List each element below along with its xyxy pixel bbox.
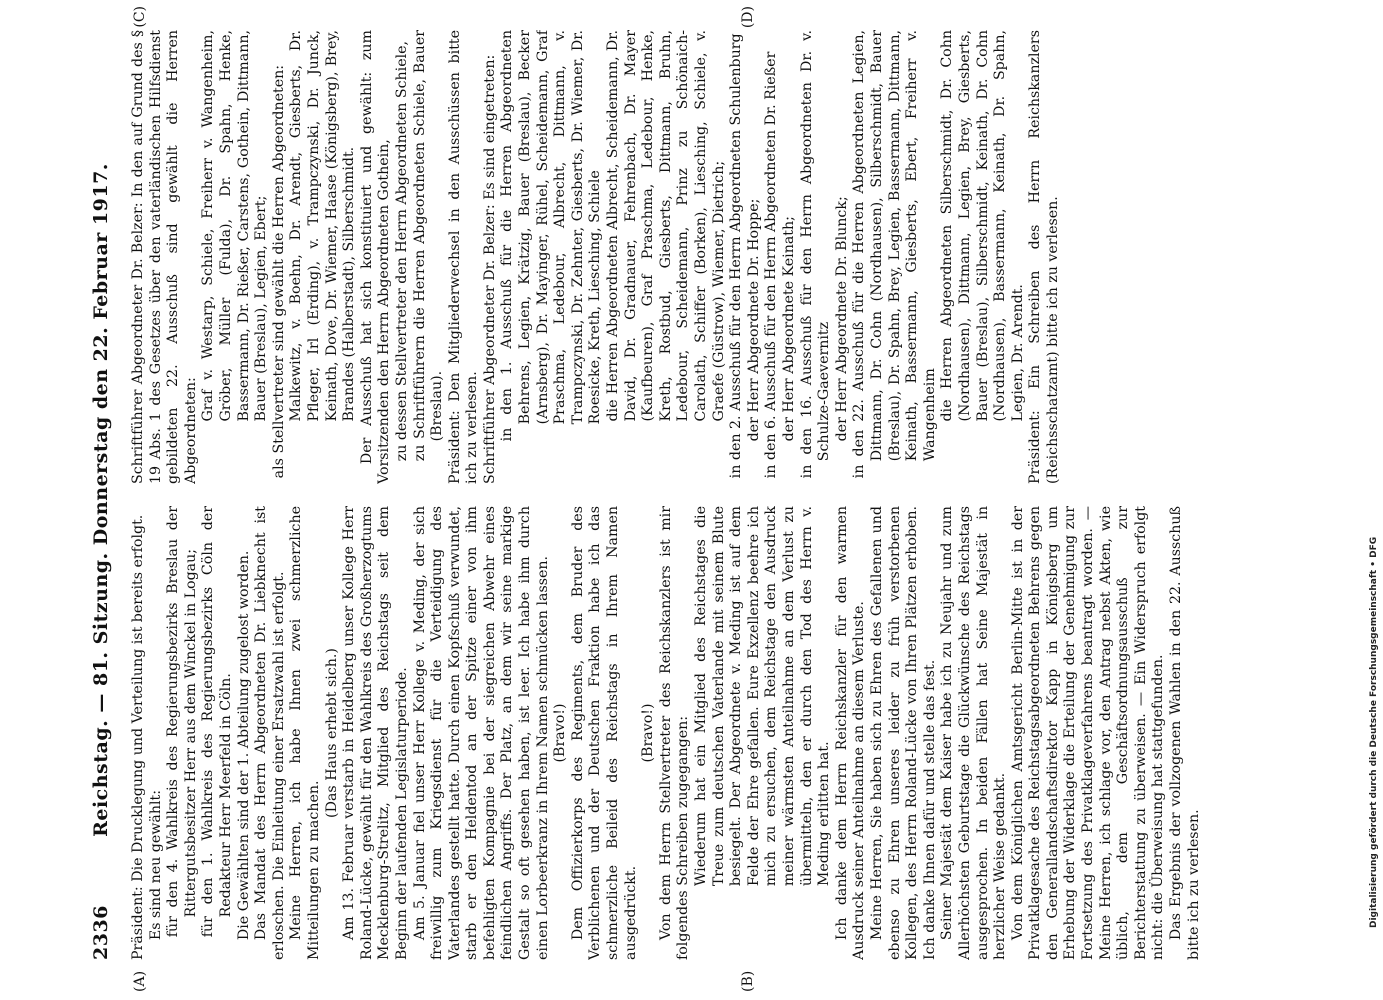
margin-marker-d: (D) xyxy=(740,6,756,29)
paragraph: Von dem Königlichen Amtsgericht Berlin-Mitte ist in der Privatklagesache des Reichstagsabgeordneten Behrens gegen den Generallandschaftsdirektor Kapp in Königsberg um Erhebung der Widerklage die Erteilung der Genehmigung zur Fortsetzung des Privatklageverfahrens beantragt worden. — Meine Herren, ich schlage vor, den Antrag nebst Akten, wie üblich, dem Geschäftsordnungsausschuß zur Berichterstattung zu überweisen. — Ein Widerspruch erfolgt nicht: die Überweisung hat stattgefunden. xyxy=(1009,506,1167,960)
dfg-note-text: Digitalisierung gefördert durch die Deutsche Forschungsgemeinschaft • DFG xyxy=(1369,536,1379,928)
paragraph: Präsident: Ein Schreiben des Herrn Reichskanzlers (Reichsschatzamt) bitte ich zu verlesen. xyxy=(1027,30,1061,484)
paragraph: für den 1. Wahlkreis des Regierungsbezirks Cöln der Redakteur Herr Meerfeld in Cöln. xyxy=(200,506,234,938)
paragraph: in den 2. Ausschuß für den Herrn Abgeordneten Schulenburg xyxy=(728,33,745,479)
paragraph: Schriftführer Abgeordneter Dr. Belzer: In den auf Grund des § 19 Abs. 1 des Gesetzes über den vaterländischen Hilfsdienst gebildeten 22. Ausschuß sind gewählt die Herren Abgeordneten: xyxy=(130,30,199,484)
paragraph: der Herr Abgeordnete Dr. Blunck; xyxy=(833,196,850,442)
page-number: 2336 xyxy=(90,905,112,960)
paragraph: Dem Offizierkorps des Regiments, dem Bruder des Verblichenen und der Deutschen Fraktion habe ich das schmerzliche Beileid des Reichstags in Ihrem Namen ausgedrückt. xyxy=(569,506,639,960)
dfg-note xyxy=(1369,28,1381,928)
name-list: Malkewitz, v. Boehn, Dr. Arendt, Giesberts, Dr. Pfleger, Irl (Erding), v. Trampczynski, Dr. Junck, Keinath, Dove, Dr. Wiemer, Haase (Königsberg), Brey, Brandes (Halberstadt), Silberschmidt. xyxy=(288,30,358,422)
paragraph: Schriftführer Abgeordneter Dr. Belzer: Es sind eingetreten: xyxy=(481,54,498,484)
paragraph: in den 6. Ausschuß für den Herrn Abgeordneten Dr. Rießer xyxy=(763,51,780,479)
paragraph: zu Schriftführern die Herren Abgeordneten Schiele, Bauer (Breslau). xyxy=(411,30,446,462)
quoted-letter: Wiederum hat ein Mitglied des Reichstages die Treue zum deutschen Vaterlande mit seinem Blute besiegelt. Der Abgeordnete v. Meding ist auf dem Felde der Ehre gefallen. Eure Exzellenz beehre ich mich zu ersuchen, dem Reichstage den Ausdruck meiner wärmsten Anteilnahme an dem Verlust zu übermitteln, den er durch den Tod des Herrn v. Meding erlitten hat. xyxy=(693,506,833,887)
stage-direction: (Bravo!) xyxy=(640,703,657,763)
paragraph: Ich danke dem Herrn Reichskanzler für den warmen Ausdruck seiner Anteilnahme an diesem Verluste. xyxy=(833,506,868,960)
paragraph: Seiner Majestät dem Kaiser habe ich zu Neujahr und zum Allerhöchsten Geburtstage die Glückwünsche des Reichstags ausgesprochen. In beiden Fällen hat Seine Majestät in herzlicher Weise gedankt. xyxy=(939,506,1009,960)
right-column xyxy=(130,30,1313,484)
paragraph: Präsident: Den Mitgliederwechsel in den Ausschüssen bitte ich zu verlesen. xyxy=(446,30,481,484)
left-column xyxy=(130,506,1313,960)
paragraph: Am 13. Februar verstarb in Heidelberg unser Kollege Herr Roland-Lücke, gewählt für den Wahlkreis des Großherzogtums Mecklenburg-Strelitz, Mitglied des Reichstags seit dem Beginn der laufenden Legislaturperiode. xyxy=(341,506,410,960)
paragraph: Das Ergebnis der vollzogenen Wahlen in den 22. Ausschuß bitte ich zu verlesen. xyxy=(1168,506,1202,960)
paragraph: für den 4. Wahlkreis des Regierungsbezirks Breslau der Rittergutsbesitzer Herr aus dem Winckel in Logau; xyxy=(165,506,199,938)
paragraph: Meine Herren, ich habe Ihnen zwei schmerzliche Mitteilungen zu machen. xyxy=(288,506,322,960)
paragraph: zu dessen Stellvertreter den Herrn Abgeordneten Schiele, xyxy=(393,40,410,462)
page-title: Reichstag. — 81. Sitzung. Donnerstag den 22. Februar 1917. xyxy=(90,163,112,837)
margin-marker-c: (C) xyxy=(132,6,148,28)
name-list: in den 1. Ausschuß für die Herren Abgeordneten Behrens, Legien, Krätzig, Bauer (Breslau), Becker (Arnsberg), Dr. Mayinger, Rühel, Scheidemann, Graf Praschma, Ledebour, Albrecht, Dittmann, v. Trampczynski, Dr. Zehnter, Giesberts, Dr. Wiemer, Dr. Roesicke, Kreth, Liesching, Schiele xyxy=(499,30,604,442)
rotated-page xyxy=(50,0,1333,1000)
name-list: Graf v. Westarp, Schiele, Freiherr v. Wangenheim, Gröber, Müller (Fulda), Dr. Spahn, Henke, Bassermann, Dr. Rießer, Carstens, Gothein, Dittmann, Bauer (Breslau), Legien, Ebert; xyxy=(200,30,270,422)
name-list: in den 22. Ausschuß für die Herren Abgeordneten Legien, Dittmann, Dr. Cohn (Nordhausen), Silberschmidt, Bauer (Breslau), Dr. Spahn, Brey, Legien, Bassermann, Dittmann, Keinath, Bassermann, Giesberts, Ebert, Freiherr v. Wangenheim xyxy=(851,30,938,479)
paragraph: Das Mandat des Herrn Abgeordneten Dr. Liebknecht ist erloschen. Die Einleitung einer Ersatzwahl ist erfolgt. xyxy=(253,506,287,960)
paragraph: Es sind neu gewählt: xyxy=(147,790,164,941)
paragraph: Der Ausschuß hat sich konstituiert und gewählt: zum Vorsitzenden den Herrn Abgeordneten Gothein, xyxy=(358,30,393,484)
paragraph: Die Gewählten sind der 1. Abteilung zugelost worden. xyxy=(235,550,252,941)
paragraph: der Herr Abgeordnete Keinath; xyxy=(780,216,797,442)
name-list: die Herren Abgeordneten Albrecht, Scheidemann, Dr. David, Dr. Gradnauer, Fehrenbach, Dr. Mayer (Kaufbeuren), Graf Praschma, Ledebour, Henke, Kreth, Rostbud, Giesberts, Dittmann, Bruhn, Ledebour, Scheidemann, Prinz zu Schönaich-Carolath, Schiffer (Borken), Liesching, Schiele, v. Graefe (Güstrow), Wiemer, Dietrich; xyxy=(605,30,727,422)
name-list: die Herren Abgeordneten Silberschmidt, Dr. Cohn (Nordhausen), Dittmann, Legien, Brey, Giesberts, Bauer (Breslau), Silberschmidt, Keinath, Dr. Cohn (Nordhausen), Bassermann, Keinath, Dr. Spahn, Legien, Dr. Arendt. xyxy=(939,30,1026,422)
text-columns xyxy=(130,30,1313,960)
paragraph: Meine Herren, Sie haben sich zu Ehren des Gefallenen und ebenso zu Ehren unseres leider zu früh verstorbenen Kollegen, des Herrn Roland-Lücke von Ihren Plätzen erhoben. Ich danke Ihnen dafür und stelle das fest. xyxy=(868,506,938,960)
paragraph: Von dem Herrn Stellvertreter des Reichskanzlers ist mir folgendes Schreiben zugegangen: xyxy=(657,506,692,960)
stage-direction: (Das Haus erhebt sich.) xyxy=(323,648,340,818)
paragraph: Am 5. Januar fiel unser Herr Kollege v. Meding, der sich freiwillig zum Kriegsdienst für die Verteidigung des Vaterlandes gestellt hatte. Durch einen Kopfschuß verwundet, starb er den Heldentod an der Spitze einer von ihm befehligten Kompagnie bei der siegreichen Abwehr eines feindlichen Angriffs. Der Platz, an dem wir seine markige Gestalt so oft gesehen haben, ist leer. Ich habe ihm durch einen Lorbeerkranz in Ihrem Namen schmücken lassen. xyxy=(411,506,551,960)
margin-marker-a: (A) xyxy=(132,970,148,992)
paragraph: Präsident: Die Drucklegung und Verteilung ist bereits erfolgt. xyxy=(130,514,146,960)
paragraph: in den 16. Ausschuß für den Herrn Abgeordneten Dr. v. Schulze-Gaevernitz xyxy=(798,30,833,479)
margin-marker-b: (B) xyxy=(740,970,756,992)
stage-direction: (Bravo!) xyxy=(552,703,569,763)
paragraph: der Herr Abgeordnete Dr. Hoppe; xyxy=(745,198,762,442)
paragraph: als Stellvertreter sind gewählt die Herren Abgeordneten: xyxy=(270,64,287,479)
page-header xyxy=(90,40,130,960)
